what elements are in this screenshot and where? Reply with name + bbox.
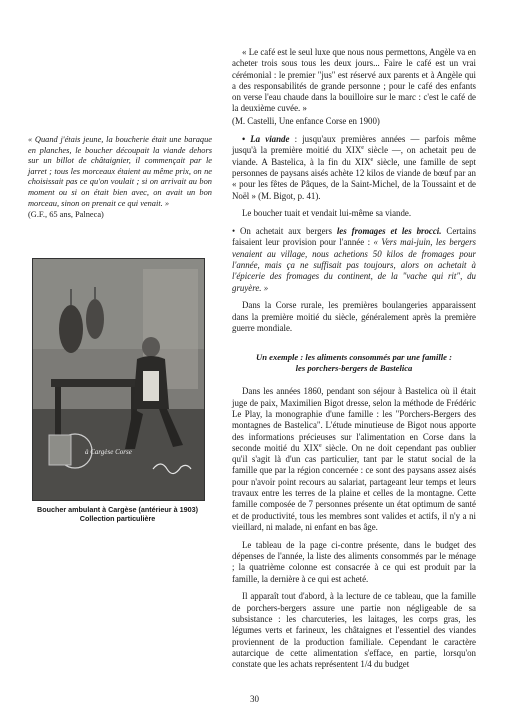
butcher-text: Le boucher tuait et vendait lui-même sa viande. [242, 208, 412, 219]
analysis-text: Il apparaît tout d'abord, à la lecture de ce tableau, que la famille de porchers-bergers assure une partie non négligeable de sa subsistance : les charcuteries, les laitages, les corps gras, les légumes verts et farineux, les châtaignes et l'essentiel des viandes proviennent de la production familiale. Cependant le caractère autarcique de cette alimentation s'efface, en partie, lorsqu'on constate que les achats représentent 1/4 du budget [232, 591, 476, 670]
caption-line-1: Boucher ambulant à Cargèse (antérieur à 1903) [37, 505, 198, 514]
meat-text-c: siècle, une famille de sept personnes de paysans aisés achète 12 kilos de viande de bœuf par an « pour les fêtes de Pâques, de la Saint-Michel, de la Toussaint et de Noël » (M. Bigot, p. 41). [232, 156, 477, 201]
superscript: e [370, 156, 374, 163]
paragraph-cheese [232, 226, 476, 294]
paragraph-meat [232, 134, 476, 202]
meat-text-b: siècle —, on achetait peu de viande. A Bastelica, à la fin du XIX [232, 145, 476, 167]
paragraph-butcher [232, 208, 476, 219]
bakeries-text: Dans la Corse rurale, les premières boulangeries apparaissent dans la première moitié du siècle, généralement après la première guerre mondiale. [232, 300, 476, 334]
page-number: 30 [250, 694, 259, 704]
paragraph-coffee [232, 47, 476, 115]
meat-heading: • La viande [242, 134, 290, 145]
quote-source: (G.F., 65 ans, Palneca) [28, 210, 104, 220]
photo-illustration [33, 259, 204, 500]
cheese-text-b: Certains faisaient leur provision pour l'année : [232, 226, 476, 248]
main-text-column [232, 47, 476, 677]
coffee-quote: « Le café est le seul luxe que nous nous permettons, Angèle va en acheter trois sous tous les deux jours... Faire le café est un vrai cérémonial : le premier "jus" est réservé aux parents et à Angèle qui a des responsabilités de grande personne ; pour le café des enfants on verse l'eau chaude dans la bouilloire sur le marc : c'est le café de la deuxième cuvée. » [232, 47, 476, 114]
quote-text: « Quand j'étais jeune, la boucherie était une baraque en planches, le boucher découpait la viande dehors sur un billot de châtaignier, il commençait par le jarret ; tous les morceaux étaient au même prix, on ne choisissait pas ce qu'on voulait ; si on arrivait au bon moment ou si on était bien avec, on avait un bon morceau, sinon on prenait ce qui venait. » [28, 135, 212, 208]
paragraph-analysis [232, 591, 476, 670]
superscript: e [361, 145, 364, 152]
photo-caption [32, 505, 203, 524]
cheese-heading: les fromages et les brocci. [336, 226, 442, 237]
section-title [232, 352, 476, 374]
paragraph-table [232, 540, 476, 585]
bigot-text-b: siècle. On ne doit cependant pas oublier qu'il s'agit là d'un cas particulier, tant par le statut social de la famille que par la région concernée : ce sont des paysans assez aisés pour n'avoir point recours au salariat, partageant leur temps et leurs travaux entre les terres de la plaine et celles de la montagne. Cette famille composée de 7 personnes présente un état optimum de santé et de productivité, tous les membres sont valides et actifs, il n'y a ni vieillard, ni malade, ni enfant en bas âge. [232, 442, 476, 532]
bigot-text-a: Dans les années 1860, pendant son séjour à Bastelica où il était juge de paix, Maximilien Bigot dresse, selon la méthode de Frédéric Le Play, la monographie d'une famille : les "Porchers-Bergers des montagnes de Bastelica". L'étude minutieuse de Bigot nous apporte des informations précieuses sur l'alimentation en Corse dans la seconde moitié du XIX [232, 386, 476, 453]
superscript: e [319, 442, 322, 449]
cheese-quote: « Vers mai-juin, les bergers venaient au village, nous achetions 50 kilos de fromages pour l'année, mais ça ne suffisait pas toujours, alors on achetait à l'épicerie des fromages du continent, de la "vache qui rit", du gruyère. » [232, 237, 476, 293]
cheese-text-a: • On achetait aux bergers [232, 226, 337, 237]
caption-line-2: Collection particulière [79, 514, 156, 524]
butcher-photo [32, 258, 205, 501]
meat-text-a: : jusqu'aux premières années — parfois même jusqu'à la première moitié du XIX [232, 134, 476, 156]
paragraph-bakeries [232, 300, 476, 334]
coffee-source: (M. Castelli, Une enfance Corse en 1900) [232, 116, 380, 127]
section-title-line-2: les porchers-bergers de Bastelica [295, 363, 413, 374]
section-title-line-1: Un exemple : les aliments consommés par une famille : [256, 352, 452, 363]
table-text: Le tableau de la page ci-contre présente, dans le budget des dépenses de l'année, la liste des aliments consommés par le ménage ; la quatrième colonne est consacrée à ce qui est produit par la famille, la dernière à ce qui est acheté. [232, 539, 476, 584]
photo-inscription: à Cargèse Corse [85, 448, 132, 456]
paragraph-coffee-source [232, 116, 476, 127]
paragraph-bigot [232, 386, 476, 533]
testimony-quote [28, 135, 212, 221]
